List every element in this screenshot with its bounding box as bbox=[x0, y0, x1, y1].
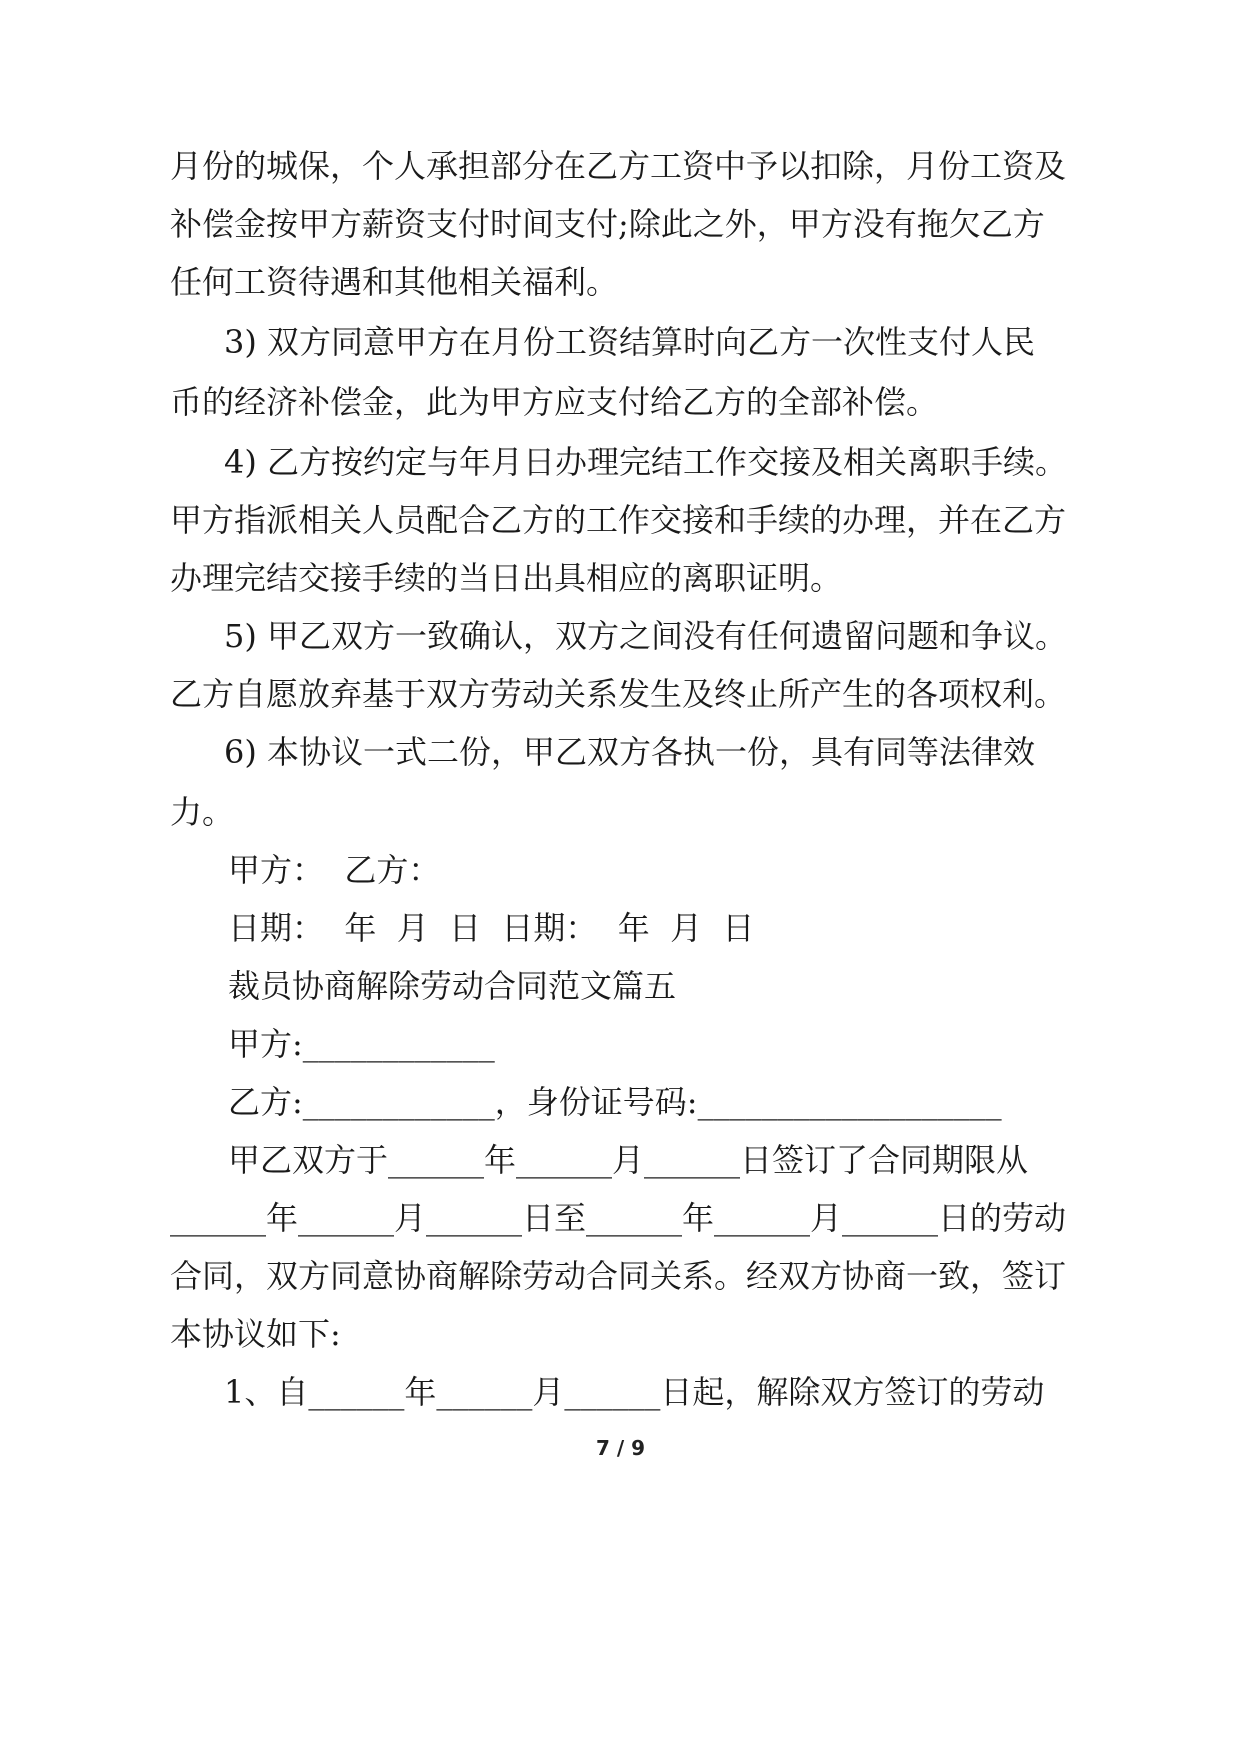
signature-parties: 甲方： 乙方： bbox=[228, 851, 441, 889]
paragraph-line: 补偿金按甲方薪资支付时间支付;除此之外，甲方没有拖欠乙方 bbox=[170, 205, 1045, 243]
party-b-field: 乙方:____________，身份证号码:___________________ bbox=[228, 1083, 1002, 1121]
party-a-field: 甲方:____________ bbox=[228, 1025, 495, 1063]
signature-dates: 日期： 年 月 日 日期： 年 月 日 bbox=[228, 909, 755, 947]
paragraph-line: 币的经济补偿金，此为甲方应支付给乙方的全部补偿。 bbox=[170, 383, 939, 421]
paragraph-line: 乙方自愿放弃基于双方劳动关系发生及终止所产生的各项权利。 bbox=[170, 675, 1067, 713]
clause-4: 4) 乙方按约定与年月日办理完结工作交接及相关离职手续。 bbox=[224, 443, 1068, 481]
paragraph-line: 月份的城保，个人承担部分在乙方工资中予以扣除，月份工资及 bbox=[170, 147, 1067, 185]
paragraph-line: 办理完结交接手续的当日出具相应的离职证明。 bbox=[170, 559, 843, 597]
paragraph-line: 甲乙双方于______年______月______日签订了合同期限从 bbox=[228, 1141, 1029, 1179]
paragraph-line: 合同，双方同意协商解除劳动合同关系。经双方协商一致，签订 bbox=[170, 1257, 1067, 1295]
clause-6: 6) 本协议一式二份，甲乙双方各执一份，具有同等法律效 bbox=[224, 733, 1036, 771]
page-number: 7 / 9 bbox=[595, 1436, 646, 1460]
paragraph-line: 任何工资待遇和其他相关福利。 bbox=[170, 263, 619, 301]
clause-1: 1、自______年______月______日起，解除双方签订的劳动 bbox=[224, 1373, 1045, 1411]
section-title: 裁员协商解除劳动合同范文篇五 bbox=[228, 967, 677, 1005]
paragraph-line: 力。 bbox=[170, 793, 235, 831]
clause-3: 3) 双方同意甲方在月份工资结算时向乙方一次性支付人民 bbox=[224, 323, 1036, 361]
paragraph-line: 甲方指派相关人员配合乙方的工作交接和手续的办理，并在乙方 bbox=[170, 501, 1067, 539]
clause-5: 5) 甲乙双方一致确认，双方之间没有任何遗留问题和争议。 bbox=[224, 617, 1068, 655]
paragraph-line: ______年______月______日至______年______月______日的劳动 bbox=[170, 1199, 1067, 1237]
paragraph-line: 本协议如下: bbox=[170, 1315, 341, 1353]
